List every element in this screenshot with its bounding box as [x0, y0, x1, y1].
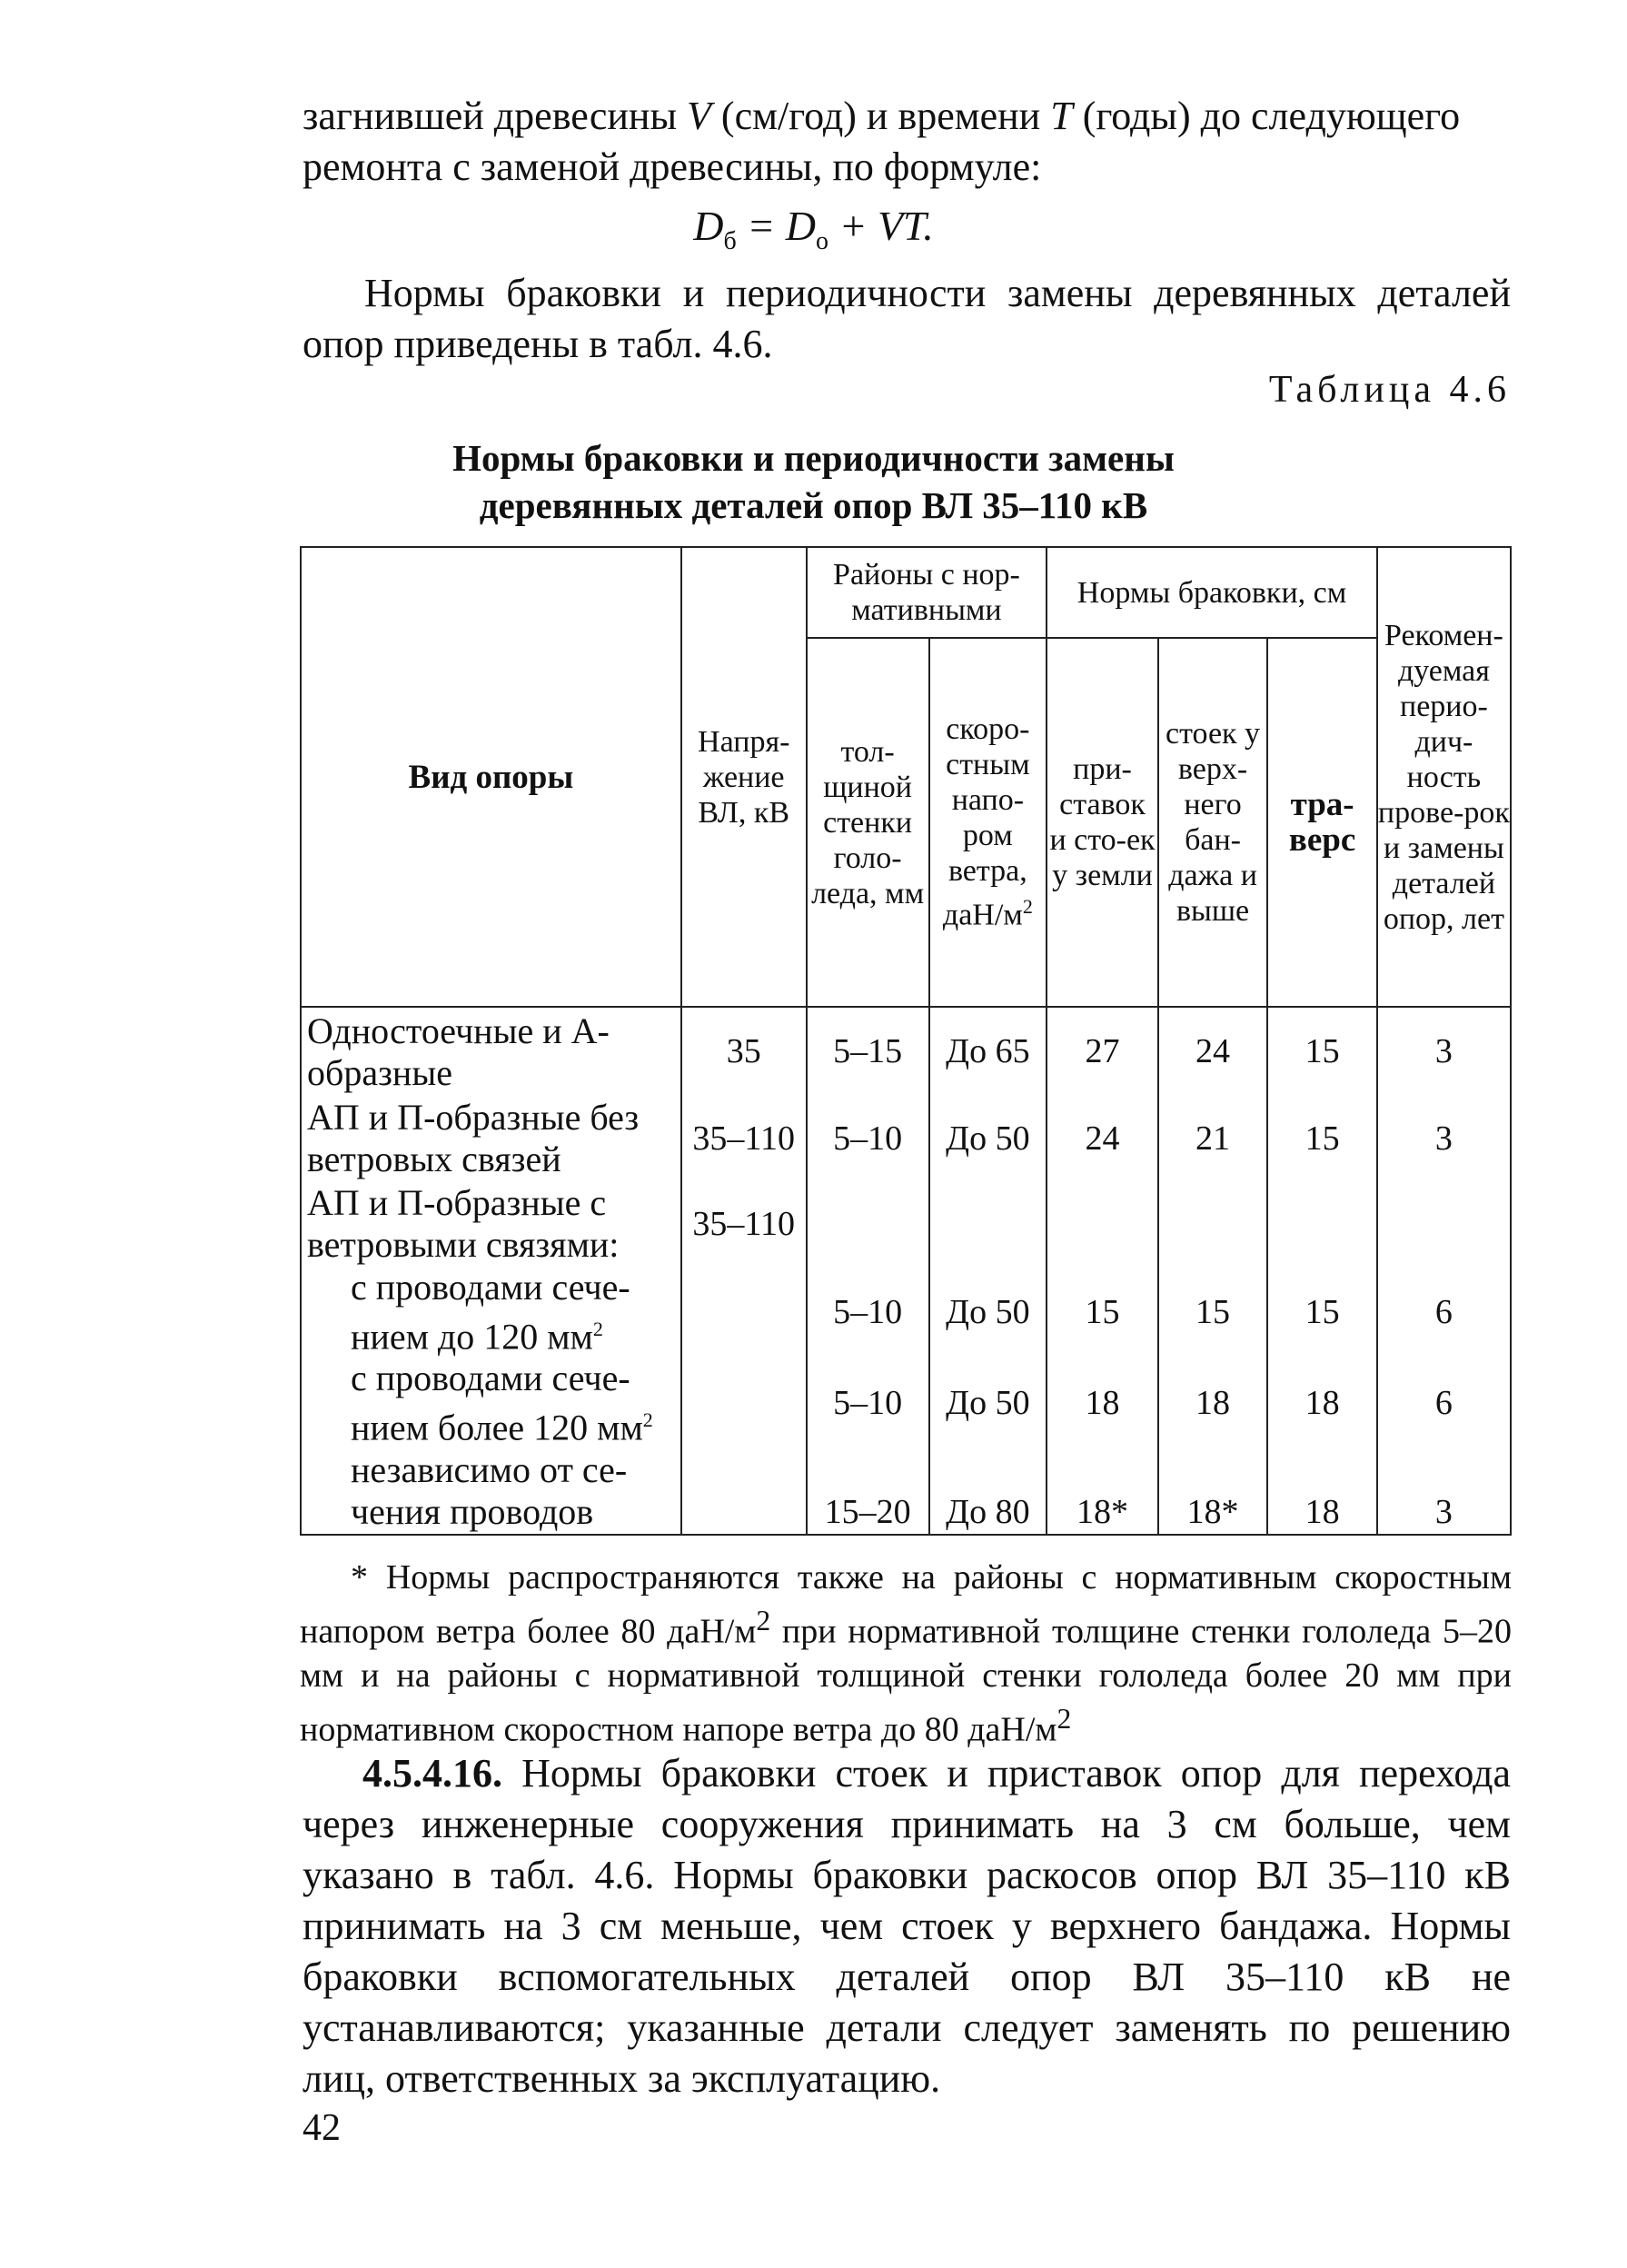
table-row: с проводами сече-нием до 120 $мм^2$ 5–10 До 50 15 15 15 6 [301, 1267, 1511, 1358]
intro-paragraph [303, 91, 1511, 193]
header-voltage: Напря-жение ВЛ, кВ [681, 547, 807, 1007]
table-row: Одностоечные и А-образные 35 5–15 До 65 27 24 15 3 [301, 1007, 1511, 1096]
formula: $D_б = D_о$ + VT. [693, 203, 934, 256]
header-pristavki: при-ставок и сто-ек у земли [1047, 638, 1158, 1007]
table-number: Таблица 4.6 [1268, 369, 1511, 411]
norms-table [300, 546, 1512, 1536]
table-title: Нормы браковки и периодичности замены деревянных деталей опор ВЛ 35–110 кВ [452, 437, 1175, 526]
table-row: АП и П-образные с ветровыми связями: 35–110 [301, 1181, 1511, 1267]
header-ice: тол-щиной стенки голо-леда, мм [807, 638, 929, 1007]
clause-number: 4.5.4.16. [362, 1751, 502, 1796]
header-wind: скоро-стным напо-ром ветра, даН/$м^2$ [929, 638, 1047, 1007]
table-row: АП и П-образные без ветровых связей 35–110 5–10 До 50 24 21 15 3 [301, 1096, 1511, 1181]
table-footnote: * Нормы распространяются также на районы с нормативным скоростным напором ветра более 80 даН/$м^2$ при нормативной толщине стенки гололеда 5–20 мм и на районы с нормативной толщиной стенки гололеда более 20 мм при нормативном скоростном напоре ветра до 80 даН/$м^2$ [300, 1558, 1512, 1749]
header-period: Рекомен-дуемая перио-дич-ность прове-рок и замены деталей опор, лет [1377, 547, 1511, 1007]
header-stoek: стоек у верх-него бан-дажа и выше [1158, 638, 1268, 1007]
header-regions: Районы с нор-мативными [807, 547, 1047, 638]
clause-text: Нормы браковки стоек и приставок опор для перехода через инженерные сооружения принимать на 3 см больше, чем указано в табл. 4.6. Нормы браковки раскосов опор ВЛ 35–110 кВ принимать на 3 см меньше, чем стоек у верхнего бандажа. Нормы браковки вспомогательных деталей опор ВЛ 35–110 кВ не устанавливаются; указанные детали следует заменять по решению лиц, ответственных за эксплуатацию. [303, 1751, 1511, 2101]
intro-text: ремонта с заменой древесины, по формуле: [303, 144, 1042, 189]
table-row: независимо от се-чения проводов 15–20 До 80 18* 18* 18 3 [301, 1449, 1511, 1535]
header-kind: Вид опоры [301, 547, 681, 1007]
variable-v: V [687, 94, 711, 138]
header-norms: Нормы браковки, см [1047, 547, 1377, 638]
intro-text: загнившей древесины [303, 94, 688, 138]
intro-text: (годы) до следующего [1072, 94, 1461, 138]
clause-paragraph [303, 1748, 1511, 2104]
page-number: 42 [303, 2107, 341, 2149]
intro-text: (см/год) и времени [710, 94, 1051, 138]
header-travers: тра-верс [1267, 638, 1377, 1007]
variable-t: T [1050, 94, 1073, 138]
table-row: с проводами сече-нием более 120 $мм^2$ 5–10 До 50 18 18 18 6 [301, 1358, 1511, 1448]
norms-paragraph: Нормы браковки и периодичности замены деревянных деталей опор приведены в табл. 4.6. [303, 271, 1511, 366]
